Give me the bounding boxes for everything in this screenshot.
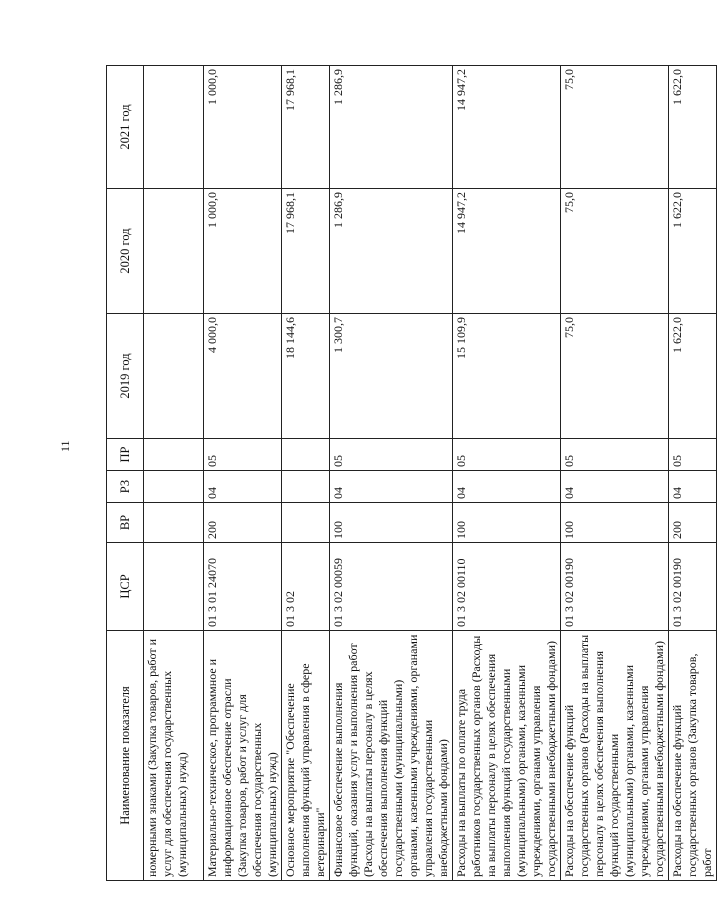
table-row (453, 66, 561, 881)
cell-csr: 01 3 02 00110 (453, 543, 561, 631)
cell-2019: 15 109,9 (453, 314, 561, 439)
cell-vr (282, 503, 330, 543)
cell-vr (144, 503, 204, 543)
cell-pr (282, 439, 330, 471)
cell-rz: 04 (561, 471, 669, 503)
cell-rz: 04 (204, 471, 282, 503)
cell-rz (282, 471, 330, 503)
cell-rz: 04 (669, 471, 717, 503)
table-row (282, 66, 330, 881)
cell-2019: 18 144,6 (282, 314, 330, 439)
table-row (669, 66, 717, 881)
table-row (561, 66, 669, 881)
cell-pr: 05 (204, 439, 282, 471)
cell-pr (144, 439, 204, 471)
cell-name: номерными знаками (Закупка товаров, работ и услуг для обеспечения государственных (муниципальных) нужд) (144, 631, 204, 881)
cell-2021: 1 000,0 (204, 66, 282, 189)
cell-vr: 100 (330, 503, 453, 543)
budget-table-container (106, 66, 714, 881)
cell-2021 (144, 66, 204, 189)
cell-csr: 01 3 02 00059 (330, 543, 453, 631)
cell-csr: 01 3 02 00190 (561, 543, 669, 631)
table-row (204, 66, 282, 881)
cell-2021: 1 286,9 (330, 66, 453, 189)
header-csr: ЦСР (107, 543, 144, 631)
cell-2021: 1 622,0 (669, 66, 717, 189)
table-row (144, 66, 204, 881)
cell-pr: 05 (669, 439, 717, 471)
cell-name: Расходы на обеспечение функций государственных органов (Расходы на выплаты персоналу в целях обеспечения выполнения функций государственными (муниципальными) органами, казенными учреждениями, органами управления государственными внебюджетными фондами) (561, 631, 669, 881)
cell-name: Расходы на выплаты по оплате труда работников государственных органов (Расходы на выплаты персоналу в целях обеспечения выполнения функций государственными (муниципальными) органами, казенными учреждениями, органами управления государственными внебюджетными фондами) (453, 631, 561, 881)
cell-vr: 100 (561, 503, 669, 543)
cell-csr: 01 3 02 00190 (669, 543, 717, 631)
cell-2019: 1 622,0 (669, 314, 717, 439)
cell-csr: 01 3 02 (282, 543, 330, 631)
header-vr: ВР (107, 503, 144, 543)
cell-2021: 75,0 (561, 66, 669, 189)
header-pr: ПР (107, 439, 144, 471)
table-row (330, 66, 453, 881)
header-2020: 2020 год (107, 189, 144, 314)
cell-rz (144, 471, 204, 503)
cell-pr: 05 (561, 439, 669, 471)
cell-2019: 4 000,0 (204, 314, 282, 439)
cell-2019: 75,0 (561, 314, 669, 439)
table-header-row (107, 66, 144, 881)
cell-vr: 200 (204, 503, 282, 543)
cell-vr: 100 (453, 503, 561, 543)
cell-rz: 04 (330, 471, 453, 503)
cell-2019 (144, 314, 204, 439)
page-number: 11 (58, 440, 72, 452)
cell-2020: 17 968,1 (282, 189, 330, 314)
cell-csr (144, 543, 204, 631)
cell-2020: 75,0 (561, 189, 669, 314)
cell-name: Расходы на обеспечение функций государственных органов (Закупка товаров, работ (669, 631, 717, 881)
cell-2019: 1 300,7 (330, 314, 453, 439)
cell-csr: 01 3 01 24070 (204, 543, 282, 631)
cell-2020: 1 622,0 (669, 189, 717, 314)
header-rz: РЗ (107, 471, 144, 503)
cell-vr: 200 (669, 503, 717, 543)
budget-table (106, 65, 717, 881)
cell-2021: 14 947,2 (453, 66, 561, 189)
header-2021: 2021 год (107, 66, 144, 189)
cell-2020: 14 947,2 (453, 189, 561, 314)
cell-2021: 17 968,1 (282, 66, 330, 189)
header-2019: 2019 год (107, 314, 144, 439)
cell-2020: 1 000,0 (204, 189, 282, 314)
cell-2020 (144, 189, 204, 314)
cell-name: Основное мероприятие "Обеспечение выполнения функций управления в сфере ветеринарии" (282, 631, 330, 881)
cell-rz: 04 (453, 471, 561, 503)
header-name: Наименование показателя (107, 631, 144, 881)
cell-name: Финансовое обеспечение выполнения функций, оказания услуг и выполнения работ (Расходы на выплаты персоналу в целях обеспечения выполнения функций государственными (муниципальными) органами, казенными учреждениями, органами управления государственными внебюджетными фондами) (330, 631, 453, 881)
cell-pr: 05 (330, 439, 453, 471)
cell-name: Материально-техническое, программное и информационное обеспечение отрасли (Закупка товаров, работ и услуг для обеспечения государственных (муниципальных) нужд) (204, 631, 282, 881)
cell-pr: 05 (453, 439, 561, 471)
cell-2020: 1 286,9 (330, 189, 453, 314)
